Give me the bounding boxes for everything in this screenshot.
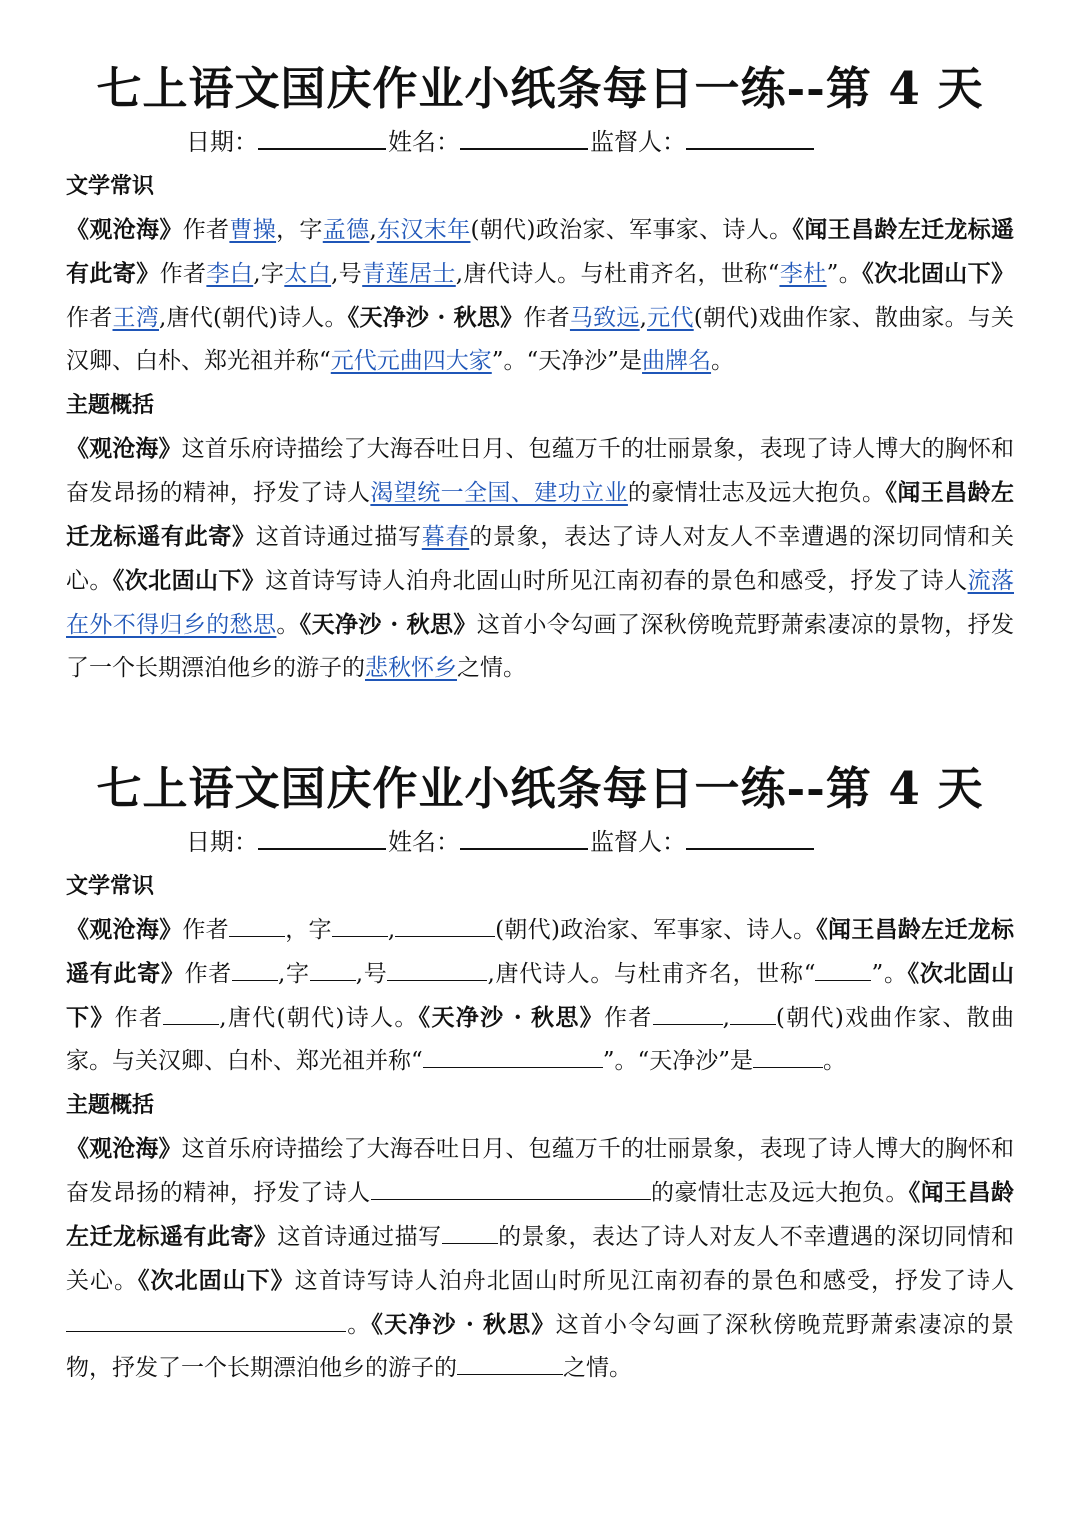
date-label: 日期：: [186, 128, 258, 156]
meta-row: [186, 820, 1080, 864]
fill-blank[interactable]: [653, 1002, 723, 1025]
poem-title: 《次北固山下》: [112, 567, 266, 594]
answer: 太白: [284, 261, 332, 287]
section-heading-theme: 主题概括: [66, 1092, 155, 1118]
fill-blank[interactable]: [371, 1177, 651, 1200]
section-heading-lit: 文学常识: [66, 873, 155, 899]
poem-title: 《次北固山下》: [138, 1267, 295, 1294]
theme-paragraph: 《观沧海》这首乐府诗描绘了大海吞吐日月、包蕴万千的壮丽景象，表现了诗人博大的胸怀和奋发昂扬的精神，抒发了诗人渴望统一全国、建功立业的豪情壮志及远大抱负。《闻王昌龄左迁龙标遥有此寄》这首诗通过描写暮春的景象，表达了诗人对友人不幸遭遇的深切同情和关心。《次北固山下》这首诗写诗人泊舟北固山时所见江南初春的景色和感受，抒发了诗人流落在外不得归乡的愁思。《天净沙 · 秋思》这首小令勾画了深秋傍晚荒野萧索凄凉的景物，抒发了一个长期漂泊他乡的游子的悲秋怀乡之情。: [66, 435, 1015, 681]
fill-blank[interactable]: [442, 1221, 498, 1244]
poem-title: 《天净沙 · 秋思》: [371, 1311, 556, 1338]
fill-blank[interactable]: [457, 1352, 563, 1375]
poem-title: 《闻王昌龄左迁龙标遥有此寄》: [66, 916, 1015, 987]
fill-blank[interactable]: [730, 1002, 776, 1025]
supervisor-label: 监督人：: [590, 128, 686, 156]
section-heading-lit: 文学常识: [66, 173, 155, 199]
poem-title: 《闻王昌龄左迁龙标遥有此寄》: [66, 216, 1015, 287]
answer: 曲牌名: [642, 348, 712, 374]
page-title: 七上语文国庆作业小纸条每日一练--第 4 天: [96, 762, 984, 815]
answer: 元代元曲四大家: [330, 348, 492, 374]
answer: 元代: [646, 305, 694, 331]
theme-paragraph: 《观沧海》这首乐府诗描绘了大海吞吐日月、包蕴万千的壮丽景象，表现了诗人博大的胸怀和奋发昂扬的精神，抒发了诗人 的豪情壮志及远大抱负。《闻王昌龄左迁龙标遥有此寄》这首诗通过描写 的景象，表达了诗人对友人不幸遭遇的深切同情和关心。《次北固山下》这首诗写诗人泊舟北固山时所见江南初春的景色和感受，抒发了诗人。《天净沙 · 秋思》这首小令勾画了深秋傍晚荒野萧索凄凉的景物，抒发了一个长期漂泊他乡的游子的 之情。: [66, 1135, 1015, 1381]
poem-title: 《次北固山下》: [862, 260, 1015, 287]
poem-title: 《天净沙 · 秋思》: [418, 1004, 604, 1031]
fill-blank[interactable]: [332, 914, 388, 937]
supervisor-blank[interactable]: [686, 828, 814, 850]
answer: 流落在外不得归乡的愁思: [66, 568, 1015, 638]
poem-title: 《观沧海》: [66, 916, 183, 943]
page-title: 七上语文国庆作业小纸条每日一练--第 4 天: [96, 62, 984, 115]
poem-title: 《天净沙 · 秋思》: [347, 304, 524, 331]
fill-blank[interactable]: [229, 914, 285, 937]
supervisor-label: 监督人：: [590, 828, 686, 856]
fill-blank[interactable]: [815, 958, 871, 981]
fill-blank[interactable]: [66, 1309, 346, 1332]
name-blank[interactable]: [460, 128, 588, 150]
name-blank[interactable]: [460, 828, 588, 850]
answer: 曹操: [229, 217, 277, 243]
lit-paragraph: 《观沧海》作者 ，字 , (朝代)政治家、军事家、诗人。《闻王昌龄左迁龙标遥有此寄》作者 ,字 ,号 ,唐代诗人。与杜甫齐名，世称“ ”。《次北固山下》作者 ,唐代(朝代)诗人。《天净沙 · 秋思》作者 , (朝代)戏曲作家、散曲家。与关汉卿、白朴、郑光祖并称“ ”。“天净沙”是 。: [66, 916, 1015, 1074]
answer: 李白: [206, 261, 254, 287]
poem-title: 《观沧海》: [66, 1135, 182, 1162]
answer-sheet: [0, 58, 1080, 690]
date-label: 日期：: [186, 828, 258, 856]
date-blank[interactable]: [258, 128, 386, 150]
lit-paragraph: 《观沧海》作者曹操，字孟德,东汉末年(朝代)政治家、军事家、诗人。《闻王昌龄左迁龙标遥有此寄》作者李白,字太白,号青莲居士,唐代诗人。与杜甫齐名，世称“李杜”。《次北固山下》作者王湾,唐代(朝代)诗人。《天净沙 · 秋思》作者马致远,元代(朝代)戏曲作家、散曲家。与关汉卿、白朴、郑光祖并称“元代元曲四大家”。“天净沙”是曲牌名。: [66, 216, 1015, 374]
fill-blank[interactable]: [753, 1045, 823, 1068]
answer: 王湾: [112, 305, 159, 331]
name-label: 姓名：: [388, 128, 460, 156]
supervisor-blank[interactable]: [686, 128, 814, 150]
poem-title: 《观沧海》: [66, 216, 183, 243]
fill-blank[interactable]: [395, 914, 495, 937]
date-blank[interactable]: [258, 828, 386, 850]
answer: 渴望统一全国、建功立业: [370, 480, 628, 506]
answer: 李杜: [779, 261, 827, 287]
answer: 东汉末年: [376, 217, 471, 243]
answer: 青莲居士: [362, 261, 456, 287]
fill-blank[interactable]: [423, 1045, 603, 1068]
answer: 孟德: [322, 217, 370, 243]
meta-row: [186, 120, 1080, 164]
poem-title: 《天净沙 · 秋思》: [299, 611, 477, 638]
name-label: 姓名：: [388, 828, 460, 856]
poem-title: 《闻王昌龄左迁龙标遥有此寄》: [66, 1179, 1015, 1250]
answer: 马致远: [569, 305, 640, 331]
poem-title: 《次北固山下》: [66, 960, 1015, 1031]
fill-blank[interactable]: [387, 958, 487, 981]
answer: 暮春: [421, 524, 470, 550]
fill-blank[interactable]: [310, 958, 356, 981]
fill-blank[interactable]: [232, 958, 278, 981]
poem-title: 《闻王昌龄左迁龙标遥有此寄》: [66, 479, 1015, 550]
answer: 悲秋怀乡: [365, 655, 457, 681]
section-heading-theme: 主题概括: [66, 392, 155, 418]
poem-title: 《观沧海》: [66, 435, 182, 462]
blank-sheet: [0, 758, 1080, 1390]
fill-blank[interactable]: [163, 1002, 219, 1025]
